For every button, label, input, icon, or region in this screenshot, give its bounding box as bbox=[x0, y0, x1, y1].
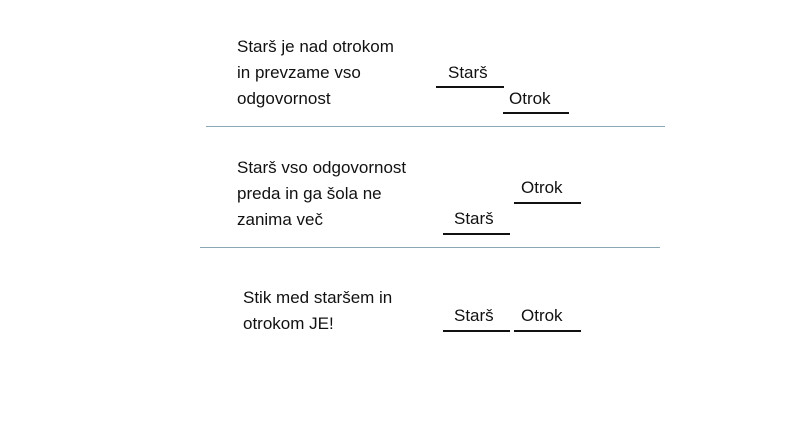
row2-stars-line bbox=[443, 233, 510, 235]
row1-line1: Starš je nad otrokom bbox=[237, 37, 394, 56]
row1-description bbox=[237, 34, 394, 112]
row3-otrok-line bbox=[514, 330, 581, 332]
row2-otrok-label: Otrok bbox=[521, 178, 563, 197]
divider-2 bbox=[200, 247, 660, 248]
row1-line2: in prevzame vso bbox=[237, 63, 361, 82]
divider-1 bbox=[206, 126, 665, 127]
row3-line1: Stik med staršem in bbox=[243, 288, 393, 307]
row2-otrok-line bbox=[514, 202, 581, 204]
row3-stars-label: Starš bbox=[454, 306, 494, 325]
row2-line2: preda in ga šola ne bbox=[237, 184, 382, 203]
row1-otrok-line bbox=[503, 112, 569, 114]
row3-description bbox=[243, 285, 392, 337]
row3-otrok-label: Otrok bbox=[521, 306, 563, 325]
row1-stars-line bbox=[436, 86, 504, 88]
row2-line1: Starš vso odgovornost bbox=[237, 158, 407, 177]
row1-line3: odgovornost bbox=[237, 89, 331, 108]
row1-stars-label: Starš bbox=[448, 63, 488, 82]
row1-otrok-label: Otrok bbox=[509, 89, 551, 108]
row3-stars-line bbox=[443, 330, 510, 332]
row2-stars-label: Starš bbox=[454, 209, 494, 228]
row2-line3: zanima več bbox=[237, 210, 323, 229]
row2-description bbox=[237, 155, 406, 233]
row3-line2: otrokom JE! bbox=[243, 314, 334, 333]
